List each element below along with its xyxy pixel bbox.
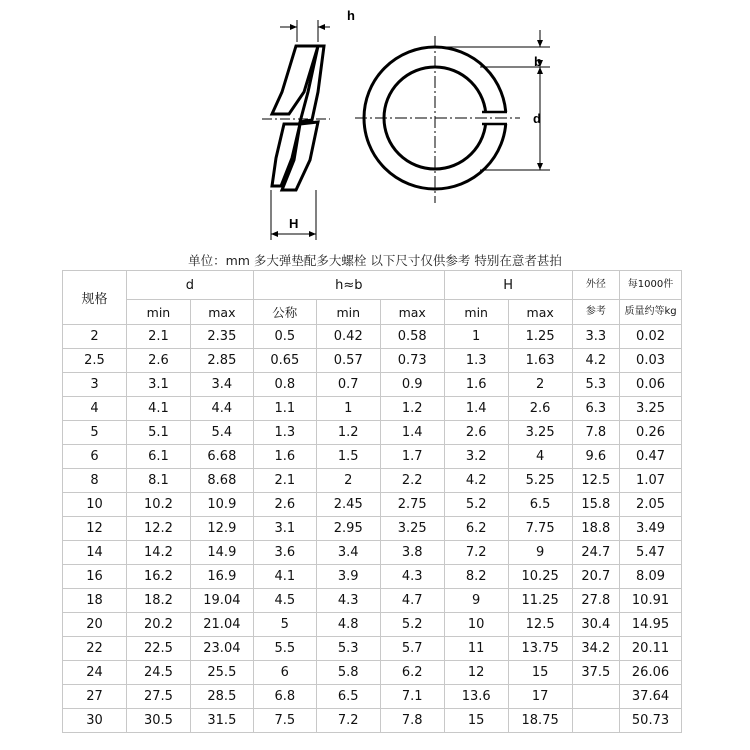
- subheader-hb-max: max: [380, 300, 444, 325]
- cell-outer-diameter: 7.8: [572, 421, 619, 445]
- cell-d-max: 25.5: [190, 661, 253, 685]
- cell-spec: 2.5: [63, 349, 127, 373]
- cell-H-min: 7.2: [444, 541, 508, 565]
- cell-d-max: 23.04: [190, 637, 253, 661]
- cell-hb-max: 1.2: [380, 397, 444, 421]
- cell-spec: 3: [63, 373, 127, 397]
- cell-hb-nominal: 1.3: [253, 421, 316, 445]
- header-H: H: [444, 271, 572, 300]
- header-d: d: [126, 271, 253, 300]
- cell-hb-min: 3.4: [316, 541, 380, 565]
- cell-hb-max: 0.9: [380, 373, 444, 397]
- cell-hb-nominal: 3.1: [253, 517, 316, 541]
- cell-hb-max: 0.58: [380, 325, 444, 349]
- table-row: [63, 589, 682, 613]
- cell-hb-max: 7.1: [380, 685, 444, 709]
- cell-hb-min: 1.2: [316, 421, 380, 445]
- cell-spec: 16: [63, 565, 127, 589]
- cell-d-min: 8.1: [126, 469, 190, 493]
- cell-weight: 14.95: [620, 613, 682, 637]
- cell-H-max: 2: [508, 373, 572, 397]
- cell-H-min: 13.6: [444, 685, 508, 709]
- table-row: [63, 565, 682, 589]
- header-outer-diameter: 外径: [572, 271, 619, 300]
- cell-hb-min: 7.2: [316, 709, 380, 733]
- cell-hb-nominal: 2.6: [253, 493, 316, 517]
- table-row: [63, 373, 682, 397]
- cell-hb-max: 5.2: [380, 613, 444, 637]
- cell-d-min: 10.2: [126, 493, 190, 517]
- cell-H-max: 9: [508, 541, 572, 565]
- cell-d-min: 20.2: [126, 613, 190, 637]
- cell-spec: 8: [63, 469, 127, 493]
- cell-hb-min: 6.5: [316, 685, 380, 709]
- cell-spec: 12: [63, 517, 127, 541]
- cell-hb-min: 3.9: [316, 565, 380, 589]
- cell-d-max: 21.04: [190, 613, 253, 637]
- cell-hb-min: 1.5: [316, 445, 380, 469]
- cell-H-min: 10: [444, 613, 508, 637]
- cell-H-min: 4.2: [444, 469, 508, 493]
- cell-weight: 3.49: [620, 517, 682, 541]
- front-view-dimensions: [435, 30, 550, 170]
- cell-outer-diameter: 24.7: [572, 541, 619, 565]
- cell-hb-min: 0.42: [316, 325, 380, 349]
- cell-H-max: 12.5: [508, 613, 572, 637]
- cell-d-max: 2.35: [190, 325, 253, 349]
- washer-drawing: [0, 0, 750, 245]
- cell-hb-nominal: 6: [253, 661, 316, 685]
- cell-hb-nominal: 3.6: [253, 541, 316, 565]
- cell-hb-max: 5.7: [380, 637, 444, 661]
- cell-weight: 37.64: [620, 685, 682, 709]
- cell-spec: 10: [63, 493, 127, 517]
- cell-outer-diameter: 18.8: [572, 517, 619, 541]
- cell-hb-nominal: 7.5: [253, 709, 316, 733]
- cell-hb-max: 2.2: [380, 469, 444, 493]
- cell-d-max: 16.9: [190, 565, 253, 589]
- cell-weight: 5.47: [620, 541, 682, 565]
- cell-spec: 14: [63, 541, 127, 565]
- cell-outer-diameter: 20.7: [572, 565, 619, 589]
- cell-weight: 8.09: [620, 565, 682, 589]
- cell-hb-max: 1.4: [380, 421, 444, 445]
- cell-d-max: 5.4: [190, 421, 253, 445]
- cell-d-min: 2.1: [126, 325, 190, 349]
- cell-hb-nominal: 1.6: [253, 445, 316, 469]
- cell-d-min: 18.2: [126, 589, 190, 613]
- cell-weight: 20.11: [620, 637, 682, 661]
- cell-hb-min: 0.7: [316, 373, 380, 397]
- cell-outer-diameter: 30.4: [572, 613, 619, 637]
- cell-spec: 27: [63, 685, 127, 709]
- cell-outer-diameter: [572, 709, 619, 733]
- cell-outer-diameter: 15.8: [572, 493, 619, 517]
- cell-hb-min: 4.3: [316, 589, 380, 613]
- cell-hb-max: 6.2: [380, 661, 444, 685]
- dim-label-h: h: [347, 8, 355, 23]
- cell-d-max: 4.4: [190, 397, 253, 421]
- unit-note: 单位：mm 多大弹垫配多大螺栓 以下尺寸仅供参考 特别在意者甚拍: [188, 253, 562, 268]
- cell-hb-max: 7.8: [380, 709, 444, 733]
- cell-H-max: 3.25: [508, 421, 572, 445]
- cell-H-max: 18.75: [508, 709, 572, 733]
- cell-d-min: 6.1: [126, 445, 190, 469]
- cell-H-min: 1: [444, 325, 508, 349]
- cell-H-max: 7.75: [508, 517, 572, 541]
- cell-weight: 0.06: [620, 373, 682, 397]
- table-row: [63, 493, 682, 517]
- subheader-weight-kg: 质量约等kg: [620, 300, 682, 325]
- cell-H-max: 4: [508, 445, 572, 469]
- table-row: [63, 421, 682, 445]
- cell-d-min: 2.6: [126, 349, 190, 373]
- cell-spec: 6: [63, 445, 127, 469]
- cell-spec: 2: [63, 325, 127, 349]
- cell-H-min: 11: [444, 637, 508, 661]
- cell-weight: 2.05: [620, 493, 682, 517]
- cell-d-max: 10.9: [190, 493, 253, 517]
- cell-hb-min: 0.57: [316, 349, 380, 373]
- cell-hb-nominal: 5: [253, 613, 316, 637]
- table-row: [63, 445, 682, 469]
- cell-spec: 22: [63, 637, 127, 661]
- cell-hb-min: 2.95: [316, 517, 380, 541]
- cell-hb-nominal: 4.1: [253, 565, 316, 589]
- header-weight: 每1000件: [620, 271, 682, 300]
- cell-hb-nominal: 0.5: [253, 325, 316, 349]
- table-row: [63, 709, 682, 733]
- cell-spec: 18: [63, 589, 127, 613]
- cell-spec: 30: [63, 709, 127, 733]
- cell-outer-diameter: 6.3: [572, 397, 619, 421]
- cell-d-max: 6.68: [190, 445, 253, 469]
- cell-spec: 5: [63, 421, 127, 445]
- cell-d-min: 27.5: [126, 685, 190, 709]
- cell-d-min: 5.1: [126, 421, 190, 445]
- cell-outer-diameter: 27.8: [572, 589, 619, 613]
- cell-H-min: 1.3: [444, 349, 508, 373]
- cell-H-max: 10.25: [508, 565, 572, 589]
- cell-H-max: 11.25: [508, 589, 572, 613]
- cell-hb-min: 1: [316, 397, 380, 421]
- cell-H-max: 2.6: [508, 397, 572, 421]
- cell-d-max: 19.04: [190, 589, 253, 613]
- subheader-outer-reference: 参考: [572, 300, 619, 325]
- cell-d-max: 14.9: [190, 541, 253, 565]
- table-row: [63, 637, 682, 661]
- cell-spec: 4: [63, 397, 127, 421]
- cell-H-max: 5.25: [508, 469, 572, 493]
- cell-hb-nominal: 0.65: [253, 349, 316, 373]
- cell-H-min: 1.6: [444, 373, 508, 397]
- cell-hb-min: 5.8: [316, 661, 380, 685]
- cell-hb-nominal: 4.5: [253, 589, 316, 613]
- subheader-d-min: min: [126, 300, 190, 325]
- cell-weight: 50.73: [620, 709, 682, 733]
- cell-hb-nominal: 6.8: [253, 685, 316, 709]
- table-row: [63, 517, 682, 541]
- cell-hb-min: 4.8: [316, 613, 380, 637]
- cell-d-min: 4.1: [126, 397, 190, 421]
- table-row: [63, 397, 682, 421]
- cell-d-max: 12.9: [190, 517, 253, 541]
- cell-hb-nominal: 1.1: [253, 397, 316, 421]
- cell-weight: 3.25: [620, 397, 682, 421]
- cell-spec: 20: [63, 613, 127, 637]
- table-row: [63, 541, 682, 565]
- header-hb: h≈b: [253, 271, 444, 300]
- cell-d-min: 24.5: [126, 661, 190, 685]
- cell-weight: 1.07: [620, 469, 682, 493]
- cell-hb-max: 4.7: [380, 589, 444, 613]
- cell-d-max: 31.5: [190, 709, 253, 733]
- subheader-H-max: max: [508, 300, 572, 325]
- cell-weight: 0.26: [620, 421, 682, 445]
- cell-d-min: 22.5: [126, 637, 190, 661]
- cell-hb-nominal: 0.8: [253, 373, 316, 397]
- cell-d-max: 28.5: [190, 685, 253, 709]
- cell-d-min: 12.2: [126, 517, 190, 541]
- cell-hb-max: 0.73: [380, 349, 444, 373]
- cell-outer-diameter: 12.5: [572, 469, 619, 493]
- cell-hb-nominal: 5.5: [253, 637, 316, 661]
- cell-d-max: 2.85: [190, 349, 253, 373]
- cell-d-max: 8.68: [190, 469, 253, 493]
- cell-H-min: 5.2: [444, 493, 508, 517]
- cell-spec: 24: [63, 661, 127, 685]
- cell-hb-max: 1.7: [380, 445, 444, 469]
- cell-outer-diameter: 34.2: [572, 637, 619, 661]
- cell-H-max: 1.25: [508, 325, 572, 349]
- cell-d-max: 3.4: [190, 373, 253, 397]
- cell-weight: 0.47: [620, 445, 682, 469]
- cell-hb-max: 3.8: [380, 541, 444, 565]
- cell-outer-diameter: 5.3: [572, 373, 619, 397]
- cell-hb-max: 3.25: [380, 517, 444, 541]
- cell-outer-diameter: 4.2: [572, 349, 619, 373]
- dim-label-d: d: [533, 111, 541, 126]
- subheader-hb-min: min: [316, 300, 380, 325]
- front-view: [355, 36, 520, 203]
- table-body: [63, 325, 682, 733]
- cell-H-max: 13.75: [508, 637, 572, 661]
- cell-weight: 0.03: [620, 349, 682, 373]
- cell-hb-nominal: 2.1: [253, 469, 316, 493]
- cell-H-min: 12: [444, 661, 508, 685]
- table-row: [63, 349, 682, 373]
- spec-table: [62, 270, 682, 733]
- cell-H-min: 15: [444, 709, 508, 733]
- cell-d-min: 16.2: [126, 565, 190, 589]
- cell-H-max: 17: [508, 685, 572, 709]
- cell-H-max: 6.5: [508, 493, 572, 517]
- cell-hb-max: 2.75: [380, 493, 444, 517]
- cell-weight: 0.02: [620, 325, 682, 349]
- cell-H-min: 2.6: [444, 421, 508, 445]
- cell-H-min: 8.2: [444, 565, 508, 589]
- side-view: [272, 46, 324, 190]
- cell-H-min: 1.4: [444, 397, 508, 421]
- cell-H-min: 6.2: [444, 517, 508, 541]
- cell-hb-min: 2: [316, 469, 380, 493]
- dim-label-b: b: [534, 54, 542, 69]
- subheader-H-min: min: [444, 300, 508, 325]
- cell-d-min: 30.5: [126, 709, 190, 733]
- cell-H-min: 3.2: [444, 445, 508, 469]
- cell-weight: 26.06: [620, 661, 682, 685]
- subheader-d-max: max: [190, 300, 253, 325]
- cell-weight: 10.91: [620, 589, 682, 613]
- table-row: [63, 613, 682, 637]
- dim-label-H: H: [289, 216, 299, 231]
- cell-outer-diameter: 3.3: [572, 325, 619, 349]
- cell-hb-min: 2.45: [316, 493, 380, 517]
- cell-H-max: 1.63: [508, 349, 572, 373]
- subheader-hb-nominal: 公称: [253, 300, 316, 325]
- table-row: [63, 661, 682, 685]
- cell-hb-max: 4.3: [380, 565, 444, 589]
- cell-d-min: 14.2: [126, 541, 190, 565]
- cell-d-min: 3.1: [126, 373, 190, 397]
- cell-outer-diameter: [572, 685, 619, 709]
- header-spec: 规格: [63, 271, 127, 325]
- cell-hb-min: 5.3: [316, 637, 380, 661]
- table-row: [63, 469, 682, 493]
- cell-H-min: 9: [444, 589, 508, 613]
- table-row: [63, 325, 682, 349]
- cell-H-max: 15: [508, 661, 572, 685]
- cell-outer-diameter: 9.6: [572, 445, 619, 469]
- table-row: [63, 685, 682, 709]
- cell-outer-diameter: 37.5: [572, 661, 619, 685]
